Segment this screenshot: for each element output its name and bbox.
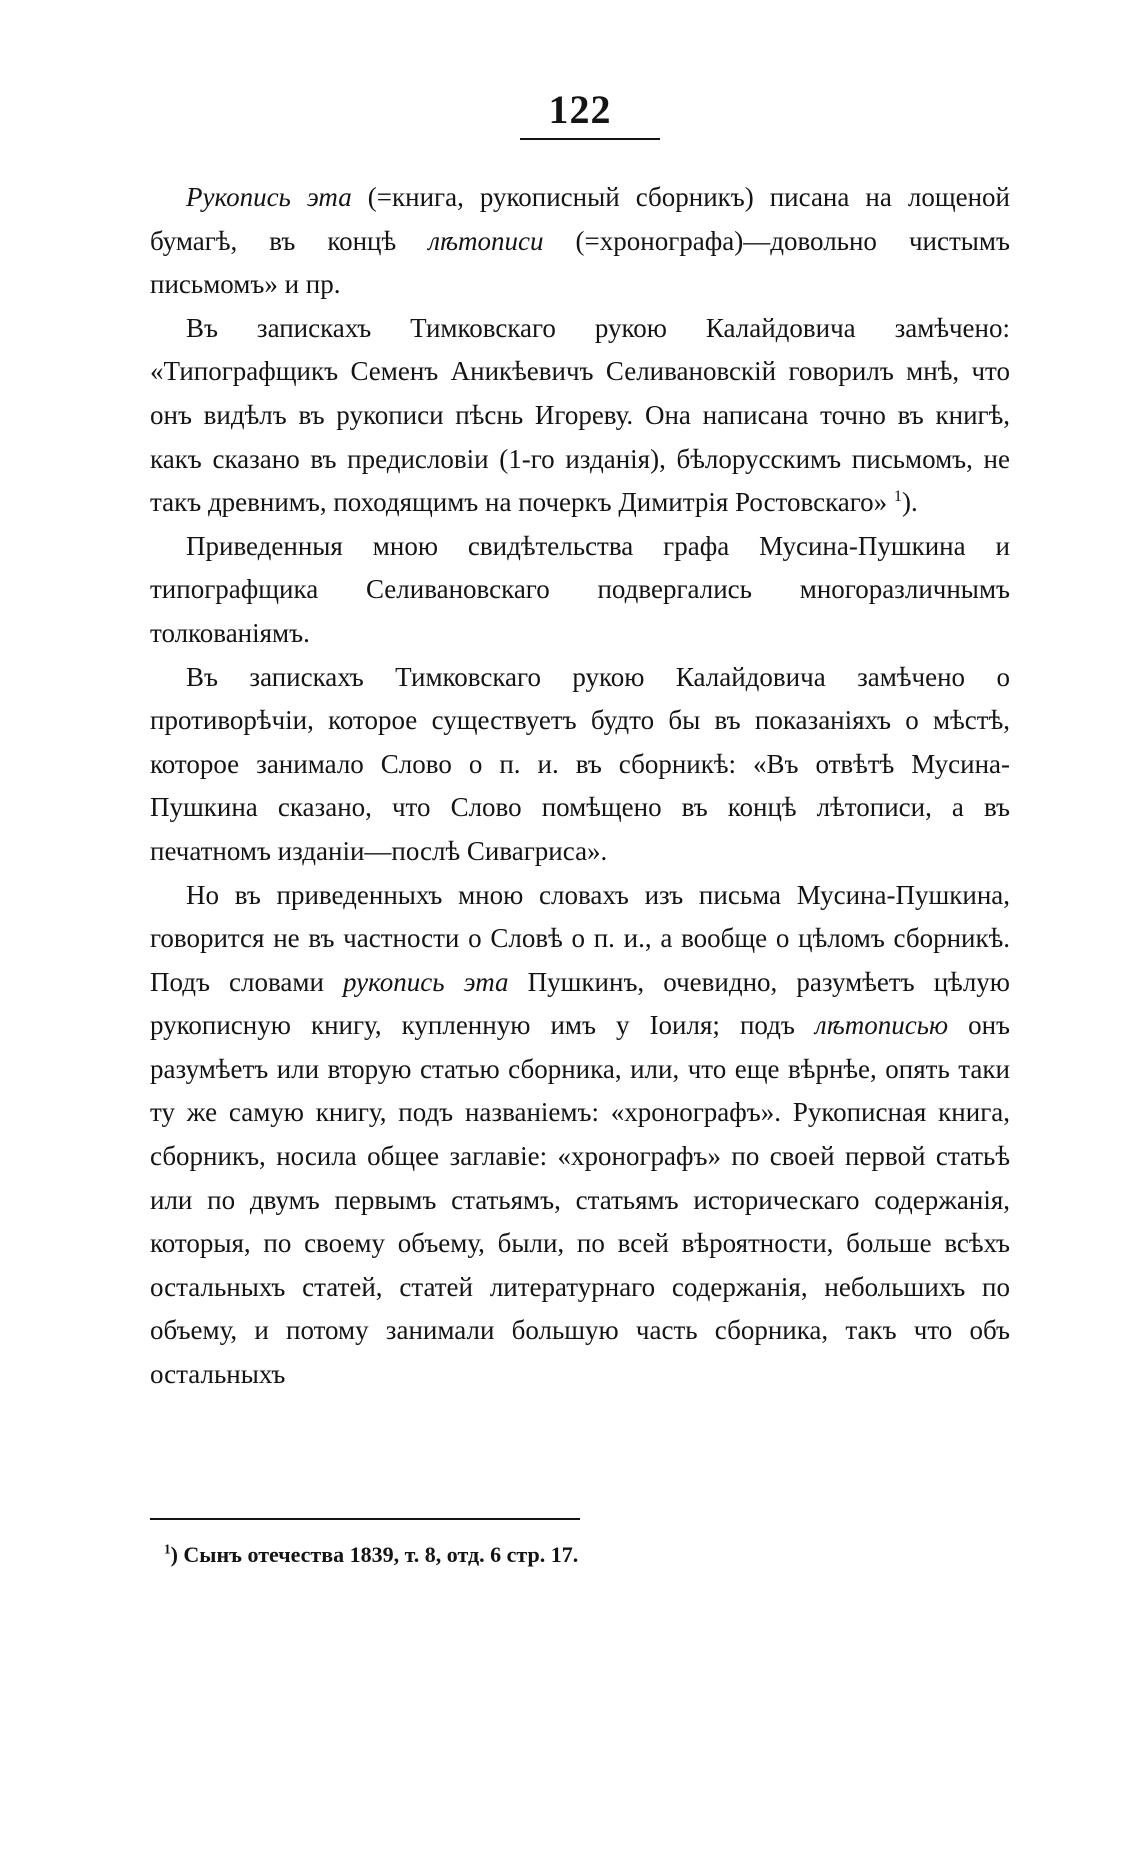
paragraph xyxy=(150,656,1010,874)
text-run: Пушкинъ, очевидно, разумѣетъ цѣлую рукописную книгу, купленную имъ у Іоиля; подъ xyxy=(150,966,1010,1041)
text-run: (=книга, рукописный сборникъ) писана на лощеной бумагѣ, въ концѣ xyxy=(150,182,1010,256)
footnote-text: ) Сынъ отечества 1839, т. 8, отд. 6 стр. 17. xyxy=(170,1542,579,1567)
header-rule xyxy=(520,138,660,140)
italic-run: лѣтописью xyxy=(814,1010,949,1041)
text-run: Въ запискахъ Тимковскаго рукою Калайдовича замѣчено о противорѣчіи, которое существуетъ будто бы въ показаніяхъ о мѣстѣ, которое занимало Слово о п. и. въ сборникѣ: «Въ отвѣтѣ Мусина-Пушкина сказано, что Слово помѣщено въ концѣ лѣтописи, а въ печатномъ изданіи—послѣ Сивагриса». xyxy=(150,661,1010,866)
text-run: ). xyxy=(902,487,918,518)
footnote xyxy=(164,1540,1004,1570)
text-run: онъ разумѣетъ или вторую статью сборника, или, что еще вѣрнѣе, опять таки ту же самую книгу, подъ названіемъ: «хронографъ». Рукописная книга, сборникъ, носила общее заглавіе: «хронографъ» по своей первой статьѣ или по двумъ первымъ статьямъ, статьямъ историческаго содержанія, которыя, по своему объему, были, по всей вѣроятности, больше всѣхъ остальныхъ статей, статей литературнаго содержанія, небольшихъ по объему, и потому занимали большую часть сборника, такъ что объ остальныхъ xyxy=(150,1010,1010,1390)
italic-run: Рукопись эта xyxy=(186,182,352,212)
italic-run: рукопись эта xyxy=(343,966,509,997)
body-text xyxy=(150,176,1010,1397)
text-run: Приведенныя мною свидѣтельства графа Мусина-Пушкина и типографщика Селивановскаго подвергались многоразличнымъ толкованіямъ. xyxy=(150,530,1010,648)
text-run: (=хронографа)—довольно чистымъ письмомъ» и пр. xyxy=(150,225,1010,300)
paragraph xyxy=(150,874,1010,1397)
book-page xyxy=(150,0,1010,1866)
paragraph xyxy=(150,176,1010,307)
page-number: 122 xyxy=(548,87,612,132)
paragraph xyxy=(150,525,1010,656)
paragraph xyxy=(150,307,1010,525)
footnote-rule xyxy=(150,1518,580,1520)
text-run: Въ запискахъ Тимковскаго рукою Калайдовича замѣчено: «Типографщикъ Семенъ Аникѣевичъ Селивановскій говорилъ мнѣ, что онъ видѣлъ въ рукописи пѣснь Игореву. Она написана точно въ книгѣ, какъ сказано въ предисловіи (1-го изданія), бѣлорусскимъ письмомъ, не такъ древнимъ, походящимъ на почеркъ Димитрія Ростовскаго» xyxy=(150,312,1010,518)
footnote-reference: 1 xyxy=(893,487,903,506)
footnote-marker: 1 xyxy=(164,1541,171,1557)
text-run: Но въ приведенныхъ мною словахъ изъ письма Мусина-Пушкина, говорится не въ частности о Словѣ о п. и., а вообще о цѣломъ сборникѣ. Подъ словами xyxy=(150,879,1010,997)
italic-run: лѣтописи xyxy=(428,225,544,256)
